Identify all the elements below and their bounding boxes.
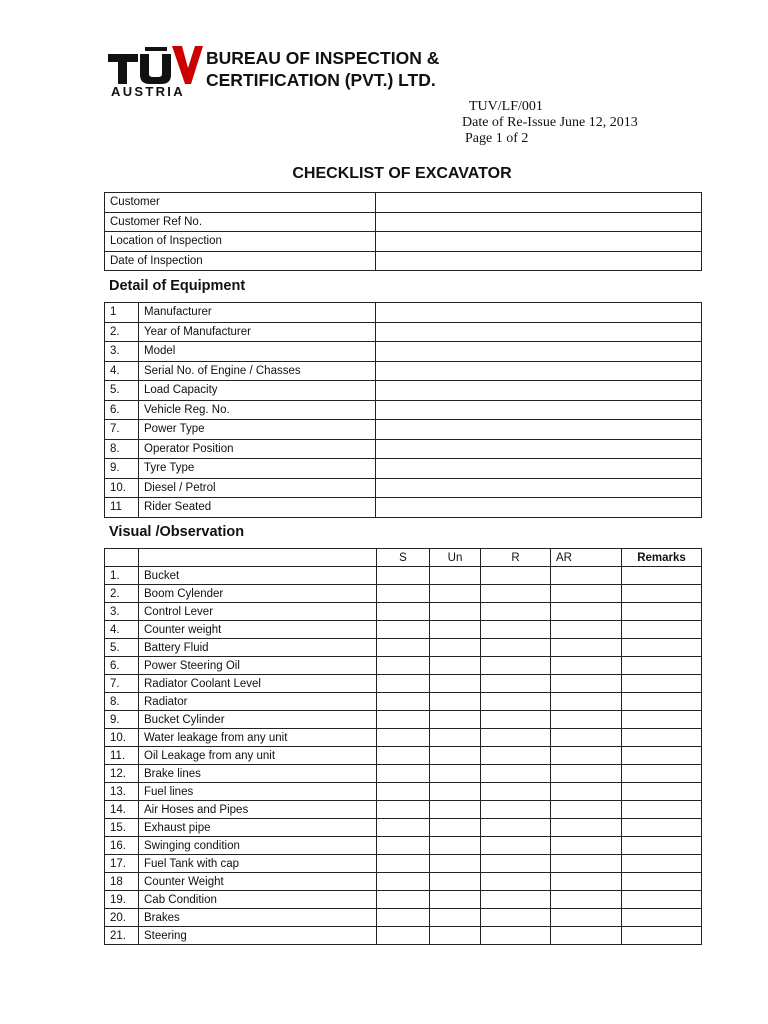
visual-row-item: Bucket Cylinder xyxy=(139,711,377,729)
customer-field-label: Customer Ref No. xyxy=(105,212,376,232)
equipment-row xyxy=(105,420,702,440)
visual-row xyxy=(105,873,702,891)
remarks-cell[interactable] xyxy=(622,783,702,801)
check-cell-un[interactable] xyxy=(430,603,481,621)
customer-field-value[interactable] xyxy=(376,193,702,213)
check-cell-un[interactable] xyxy=(430,729,481,747)
visual-row-item: Radiator Coolant Level xyxy=(139,675,377,693)
remarks-cell[interactable] xyxy=(622,585,702,603)
document-title: CHECKLIST OF EXCAVATOR xyxy=(292,165,512,182)
visual-row-item: Fuel lines xyxy=(139,783,377,801)
visual-row-number: 19. xyxy=(105,891,139,909)
remarks-cell[interactable] xyxy=(622,801,702,819)
column-header-number xyxy=(105,549,139,567)
equipment-row-number: 3. xyxy=(105,342,139,362)
check-cell-r[interactable] xyxy=(481,603,551,621)
equipment-field-label: Power Type xyxy=(139,420,376,440)
customer-row xyxy=(105,193,702,213)
check-cell-un[interactable] xyxy=(430,891,481,909)
visual-row-item: Fuel Tank with cap xyxy=(139,855,377,873)
equipment-row xyxy=(105,498,702,518)
check-cell-un[interactable] xyxy=(430,783,481,801)
check-cell-r[interactable] xyxy=(481,675,551,693)
company-name xyxy=(206,47,439,91)
visual-row-item: Bucket xyxy=(139,567,377,585)
visual-row-number: 17. xyxy=(105,855,139,873)
equipment-table xyxy=(104,302,702,518)
visual-row xyxy=(105,765,702,783)
check-cell-s[interactable] xyxy=(377,783,430,801)
visual-row-number: 20. xyxy=(105,909,139,927)
customer-row xyxy=(105,251,702,271)
equipment-row-number: 7. xyxy=(105,420,139,440)
check-cell-un[interactable] xyxy=(430,747,481,765)
equipment-row xyxy=(105,342,702,362)
visual-row-number: 7. xyxy=(105,675,139,693)
check-cell-un[interactable] xyxy=(430,819,481,837)
equipment-row xyxy=(105,459,702,479)
check-cell-r[interactable] xyxy=(481,765,551,783)
document-code: TUV/LF/001 xyxy=(469,99,543,114)
check-cell-un[interactable] xyxy=(430,675,481,693)
remarks-cell[interactable] xyxy=(622,873,702,891)
check-cell-ar[interactable] xyxy=(551,585,622,603)
visual-row-item: Exhaust pipe xyxy=(139,819,377,837)
check-cell-r[interactable] xyxy=(481,693,551,711)
check-cell-r[interactable] xyxy=(481,585,551,603)
equipment-field-label: Year of Manufacturer xyxy=(139,322,376,342)
visual-row-item: Cab Condition xyxy=(139,891,377,909)
equipment-row-number: 10. xyxy=(105,478,139,498)
equipment-row xyxy=(105,439,702,459)
remarks-cell[interactable] xyxy=(622,729,702,747)
remarks-cell[interactable] xyxy=(622,621,702,639)
visual-row-number: 12. xyxy=(105,765,139,783)
visual-row xyxy=(105,711,702,729)
visual-row xyxy=(105,783,702,801)
check-cell-r[interactable] xyxy=(481,801,551,819)
equipment-field-value[interactable] xyxy=(376,498,702,518)
check-cell-r[interactable] xyxy=(481,819,551,837)
visual-row-number: 16. xyxy=(105,837,139,855)
visual-row-number: 13. xyxy=(105,783,139,801)
visual-row-item: Swinging condition xyxy=(139,837,377,855)
remarks-cell[interactable] xyxy=(622,819,702,837)
equipment-field-label: Model xyxy=(139,342,376,362)
customer-field-label: Customer xyxy=(105,193,376,213)
check-cell-r[interactable] xyxy=(481,567,551,585)
remarks-cell[interactable] xyxy=(622,603,702,621)
check-cell-s[interactable] xyxy=(377,747,430,765)
visual-row xyxy=(105,693,702,711)
visual-row xyxy=(105,801,702,819)
check-cell-s[interactable] xyxy=(377,855,430,873)
remarks-cell[interactable] xyxy=(622,639,702,657)
check-cell-ar[interactable] xyxy=(551,891,622,909)
check-cell-ar[interactable] xyxy=(551,909,622,927)
column-header-remarks: Remarks xyxy=(622,549,702,567)
check-cell-ar[interactable] xyxy=(551,621,622,639)
check-cell-un[interactable] xyxy=(430,873,481,891)
visual-row-number: 10. xyxy=(105,729,139,747)
check-cell-s[interactable] xyxy=(377,585,430,603)
visual-row-number: 14. xyxy=(105,801,139,819)
check-cell-s[interactable] xyxy=(377,675,430,693)
check-cell-ar[interactable] xyxy=(551,927,622,945)
visual-row-item: Water leakage from any unit xyxy=(139,729,377,747)
equipment-row xyxy=(105,361,702,381)
visual-row-number: 8. xyxy=(105,693,139,711)
equipment-row xyxy=(105,400,702,420)
check-cell-s[interactable] xyxy=(377,603,430,621)
check-cell-un[interactable] xyxy=(430,657,481,675)
column-header-r: R xyxy=(481,549,551,567)
column-header-item xyxy=(139,549,377,567)
visual-row xyxy=(105,855,702,873)
customer-field-value[interactable] xyxy=(376,251,702,271)
visual-row-number: 15. xyxy=(105,819,139,837)
visual-row xyxy=(105,603,702,621)
equipment-field-value[interactable] xyxy=(376,400,702,420)
visual-observation-table xyxy=(104,548,702,945)
equipment-row xyxy=(105,322,702,342)
visual-row-item: Counter weight xyxy=(139,621,377,639)
visual-row xyxy=(105,675,702,693)
check-cell-r[interactable] xyxy=(481,855,551,873)
reissue-date: Date of Re-Issue June 12, 2013 xyxy=(462,115,638,130)
check-cell-un[interactable] xyxy=(430,765,481,783)
check-cell-ar[interactable] xyxy=(551,657,622,675)
visual-row xyxy=(105,747,702,765)
visual-row-number: 21. xyxy=(105,927,139,945)
customer-table xyxy=(104,192,702,271)
visual-row-item: Radiator xyxy=(139,693,377,711)
equipment-row-number: 9. xyxy=(105,459,139,479)
red-v-mark xyxy=(172,46,203,84)
visual-row-number: 6. xyxy=(105,657,139,675)
check-cell-ar[interactable] xyxy=(551,837,622,855)
check-cell-ar[interactable] xyxy=(551,855,622,873)
equipment-field-value[interactable] xyxy=(376,459,702,479)
column-header-un: Un xyxy=(430,549,481,567)
check-cell-r[interactable] xyxy=(481,891,551,909)
check-cell-r[interactable] xyxy=(481,639,551,657)
visual-header-row xyxy=(105,549,702,567)
visual-row-item: Counter Weight xyxy=(139,873,377,891)
equipment-row-number: 5. xyxy=(105,381,139,401)
equipment-row-number: 1 xyxy=(105,303,139,323)
column-header-ar: AR xyxy=(551,549,622,567)
customer-field-label: Date of Inspection xyxy=(105,251,376,271)
remarks-cell[interactable] xyxy=(622,693,702,711)
equipment-row xyxy=(105,478,702,498)
check-cell-s[interactable] xyxy=(377,765,430,783)
visual-row-number: 11. xyxy=(105,747,139,765)
check-cell-s[interactable] xyxy=(377,909,430,927)
equipment-field-label: Rider Seated xyxy=(139,498,376,518)
visual-row xyxy=(105,819,702,837)
check-cell-un[interactable] xyxy=(430,639,481,657)
check-cell-ar[interactable] xyxy=(551,603,622,621)
logo-subtitle: AUSTRIA xyxy=(111,84,185,99)
equipment-heading: Detail of Equipment xyxy=(109,278,246,294)
check-cell-s[interactable] xyxy=(377,819,430,837)
check-cell-r[interactable] xyxy=(481,873,551,891)
check-cell-ar[interactable] xyxy=(551,765,622,783)
visual-row-item: Battery Fluid xyxy=(139,639,377,657)
remarks-cell[interactable] xyxy=(622,567,702,585)
remarks-cell[interactable] xyxy=(622,927,702,945)
visual-row xyxy=(105,729,702,747)
customer-field-label: Location of Inspection xyxy=(105,232,376,252)
equipment-field-value[interactable] xyxy=(376,478,702,498)
check-cell-ar[interactable] xyxy=(551,747,622,765)
check-cell-r[interactable] xyxy=(481,657,551,675)
remarks-cell[interactable] xyxy=(622,909,702,927)
check-cell-un[interactable] xyxy=(430,801,481,819)
check-cell-s[interactable] xyxy=(377,837,430,855)
visual-row xyxy=(105,927,702,945)
remarks-cell[interactable] xyxy=(622,855,702,873)
company-name-line1: BUREAU OF INSPECTION & xyxy=(206,48,440,68)
equipment-field-value[interactable] xyxy=(376,361,702,381)
check-cell-r[interactable] xyxy=(481,621,551,639)
check-cell-s[interactable] xyxy=(377,621,430,639)
check-cell-un[interactable] xyxy=(430,837,481,855)
visual-row-item: Control Lever xyxy=(139,603,377,621)
visual-row-number: 9. xyxy=(105,711,139,729)
visual-row-item: Brake lines xyxy=(139,765,377,783)
equipment-field-label: Manufacturer xyxy=(139,303,376,323)
equipment-row xyxy=(105,303,702,323)
visual-row xyxy=(105,891,702,909)
tuv-logo-icon xyxy=(108,46,203,86)
remarks-cell[interactable] xyxy=(622,837,702,855)
remarks-cell[interactable] xyxy=(622,891,702,909)
visual-row-number: 18 xyxy=(105,873,139,891)
check-cell-ar[interactable] xyxy=(551,711,622,729)
check-cell-s[interactable] xyxy=(377,567,430,585)
check-cell-s[interactable] xyxy=(377,729,430,747)
visual-row xyxy=(105,909,702,927)
check-cell-r[interactable] xyxy=(481,837,551,855)
customer-row xyxy=(105,232,702,252)
check-cell-r[interactable] xyxy=(481,729,551,747)
visual-heading: Visual /Observation xyxy=(109,524,245,540)
check-cell-r[interactable] xyxy=(481,711,551,729)
customer-field-value[interactable] xyxy=(376,212,702,232)
check-cell-r[interactable] xyxy=(481,783,551,801)
check-cell-un[interactable] xyxy=(430,693,481,711)
visual-row-item: Steering xyxy=(139,927,377,945)
visual-row-item: Power Steering Oil xyxy=(139,657,377,675)
check-cell-ar[interactable] xyxy=(551,693,622,711)
equipment-row-number: 8. xyxy=(105,439,139,459)
equipment-field-label: Diesel / Petrol xyxy=(139,478,376,498)
visual-row xyxy=(105,639,702,657)
check-cell-s[interactable] xyxy=(377,693,430,711)
equipment-row-number: 2. xyxy=(105,322,139,342)
check-cell-un[interactable] xyxy=(430,855,481,873)
check-cell-ar[interactable] xyxy=(551,567,622,585)
equipment-field-value[interactable] xyxy=(376,342,702,362)
equipment-field-label: Operator Position xyxy=(139,439,376,459)
check-cell-un[interactable] xyxy=(430,621,481,639)
check-cell-s[interactable] xyxy=(377,873,430,891)
check-cell-un[interactable] xyxy=(430,927,481,945)
tuv-austria-logo xyxy=(108,46,203,100)
visual-row-item: Air Hoses and Pipes xyxy=(139,801,377,819)
check-cell-ar[interactable] xyxy=(551,873,622,891)
visual-row-item: Brakes xyxy=(139,909,377,927)
remarks-cell[interactable] xyxy=(622,765,702,783)
check-cell-ar[interactable] xyxy=(551,639,622,657)
check-cell-un[interactable] xyxy=(430,909,481,927)
visual-row xyxy=(105,621,702,639)
customer-field-value[interactable] xyxy=(376,232,702,252)
page-number: Page 1 of 2 xyxy=(465,131,529,146)
check-cell-ar[interactable] xyxy=(551,729,622,747)
check-cell-ar[interactable] xyxy=(551,675,622,693)
check-cell-r[interactable] xyxy=(481,927,551,945)
equipment-field-label: Load Capacity xyxy=(139,381,376,401)
equipment-row-number: 11 xyxy=(105,498,139,518)
visual-row-item: Oil Leakage from any unit xyxy=(139,747,377,765)
column-header-s: S xyxy=(377,549,430,567)
visual-row xyxy=(105,585,702,603)
check-cell-ar[interactable] xyxy=(551,783,622,801)
check-cell-s[interactable] xyxy=(377,927,430,945)
check-cell-r[interactable] xyxy=(481,909,551,927)
check-cell-s[interactable] xyxy=(377,711,430,729)
remarks-cell[interactable] xyxy=(622,747,702,765)
visual-row-number: 5. xyxy=(105,639,139,657)
visual-row-item: Boom Cylender xyxy=(139,585,377,603)
equipment-field-value[interactable] xyxy=(376,303,702,323)
visual-row xyxy=(105,567,702,585)
equipment-row-number: 4. xyxy=(105,361,139,381)
check-cell-ar[interactable] xyxy=(551,819,622,837)
visual-row-number: 1. xyxy=(105,567,139,585)
check-cell-un[interactable] xyxy=(430,567,481,585)
remarks-cell[interactable] xyxy=(622,711,702,729)
check-cell-s[interactable] xyxy=(377,657,430,675)
check-cell-s[interactable] xyxy=(377,801,430,819)
equipment-field-value[interactable] xyxy=(376,322,702,342)
equipment-field-value[interactable] xyxy=(376,420,702,440)
check-cell-r[interactable] xyxy=(481,747,551,765)
equipment-row-number: 6. xyxy=(105,400,139,420)
customer-row xyxy=(105,212,702,232)
equipment-row xyxy=(105,381,702,401)
visual-row-number: 3. xyxy=(105,603,139,621)
remarks-cell[interactable] xyxy=(622,675,702,693)
check-cell-un[interactable] xyxy=(430,711,481,729)
equipment-field-label: Vehicle Reg. No. xyxy=(139,400,376,420)
company-name-line2: CERTIFICATION (PVT.) LTD. xyxy=(206,70,436,90)
visual-row-number: 4. xyxy=(105,621,139,639)
equipment-field-label: Serial No. of Engine / Chasses xyxy=(139,361,376,381)
check-cell-s[interactable] xyxy=(377,639,430,657)
equipment-field-label: Tyre Type xyxy=(139,459,376,479)
visual-row xyxy=(105,657,702,675)
equipment-field-value[interactable] xyxy=(376,439,702,459)
check-cell-ar[interactable] xyxy=(551,801,622,819)
equipment-field-value[interactable] xyxy=(376,381,702,401)
remarks-cell[interactable] xyxy=(622,657,702,675)
visual-row xyxy=(105,837,702,855)
check-cell-un[interactable] xyxy=(430,585,481,603)
check-cell-s[interactable] xyxy=(377,891,430,909)
visual-row-number: 2. xyxy=(105,585,139,603)
